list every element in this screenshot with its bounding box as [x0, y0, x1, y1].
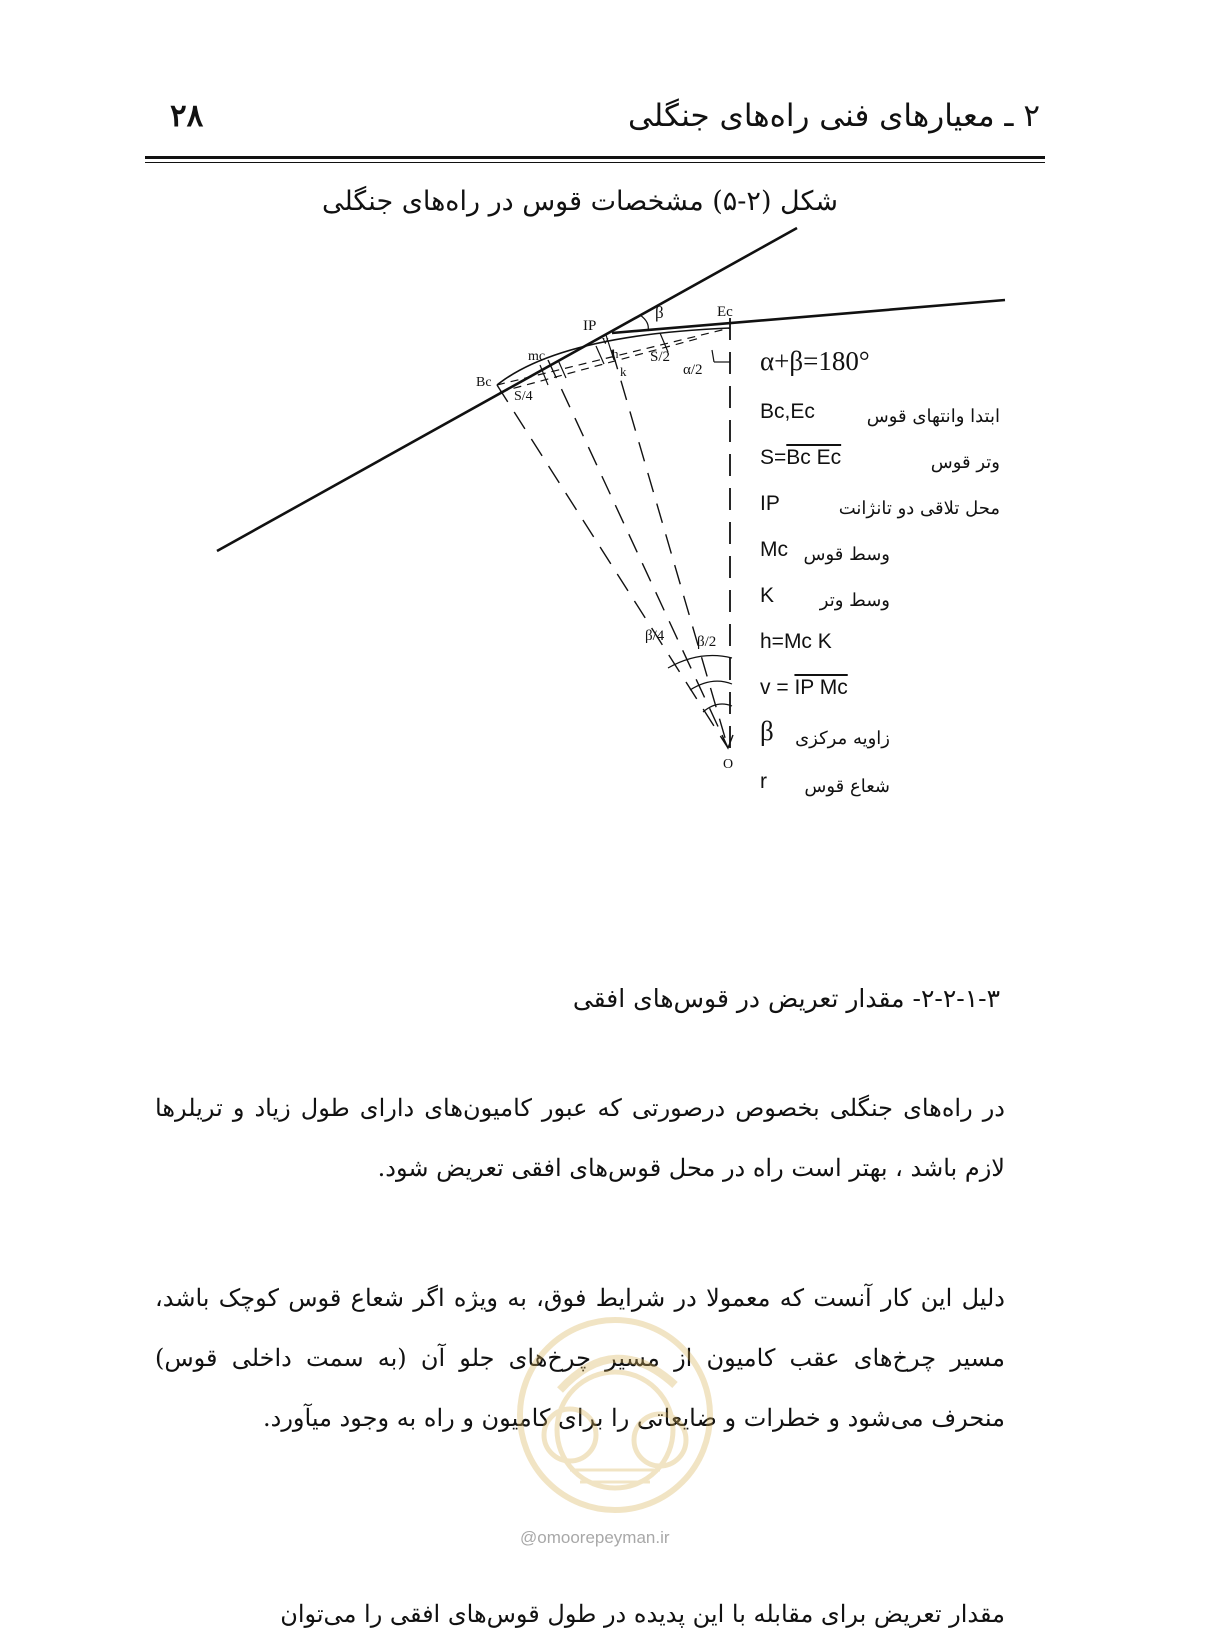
radius-bc [497, 385, 728, 748]
legend-symbol-prefix: S= [760, 446, 787, 469]
legend-item [760, 630, 1000, 670]
label-s4: S/4 [514, 389, 533, 404]
angle-arc-o-3 [668, 656, 732, 668]
radius-mc [548, 360, 728, 748]
label-beta2: β/2 [697, 634, 717, 650]
legend-description: وتر قوس [930, 452, 1000, 473]
legend-symbol-prefix: v = [760, 676, 795, 699]
legend-symbol: Bc,Ec [760, 400, 815, 423]
legend-symbol-overline: IP Mc [794, 676, 848, 699]
legend-item [760, 446, 1000, 486]
page-number: ۲۸ [170, 98, 204, 134]
paragraph: در راه‌های جنگلی بخصوص درصورتی که عبور کامیون‌های دارای طول زیاد و تریلرها لازم باشد ، بهتر است راه در محل قوس‌های افقی تعریض شود. [155, 1094, 1005, 1182]
paragraph: مقدار تعریض برای مقابله با این پدیده در طول قوس‌های افقی را می‌توان [280, 1600, 1005, 1628]
label-mc: mc [528, 349, 546, 364]
legend-symbol [760, 446, 841, 470]
legend-item [760, 538, 1000, 578]
legend-item [760, 716, 1000, 762]
label-h: h [612, 346, 619, 361]
legend-item [760, 400, 1000, 440]
section-heading: ۲-۲-۱-۳- مقدار تعریض در قوس‌های افقی [572, 984, 1000, 1013]
figure-caption: شکل (۲-۵) مشخصات قوس در راه‌های جنگلی [321, 186, 839, 217]
legend-symbol: K [760, 584, 775, 607]
label-ip: IP [583, 318, 597, 334]
label-s2: S/2 [650, 349, 671, 365]
label-beta4: β/4 [645, 628, 665, 644]
legend-symbol: r [760, 770, 767, 793]
right-angle-ec2 [712, 350, 714, 362]
legend-description: ابتدا وانتهای قوس [866, 406, 1000, 427]
legend-symbol-overline: Bc Ec [786, 446, 842, 469]
legend-symbol: h=Mc K [760, 630, 832, 653]
label-o: O [723, 757, 734, 772]
angle-arc-o-2 [703, 704, 732, 712]
equation-row [760, 346, 1000, 392]
legend-description: وسط وتر [819, 590, 890, 611]
forward-tangent-line [612, 300, 1005, 333]
paragraph: دلیل این کار آنست که معمولا در شرایط فوق، به ویژه اگر شعاع قوس کوچک باشد، مسیر چرخ‌های عقب کامیون از مسیر چرخ‌های جلو آن (به سمت داخلی قوس) منحرف می‌شود و خطرات و ضایعاتی را برای کامیون و راه به وجود میآورد. [155, 1284, 1005, 1432]
legend-description: شعاع قوس [804, 776, 890, 797]
legend-item [760, 770, 1000, 810]
label-ec: Ec [717, 304, 733, 320]
chord-tick-2 [558, 360, 566, 378]
label-beta: β [655, 303, 664, 322]
legend-symbol: β [760, 716, 774, 746]
legend-item [760, 492, 1000, 532]
watermark-logo [510, 1310, 720, 1520]
legend-item [760, 584, 1000, 624]
label-bc: Bc [476, 375, 492, 390]
label-k: k [620, 364, 627, 379]
running-header-title: ۲ ـ معیارهای فنی راه‌های جنگلی [627, 98, 1040, 134]
legend-description: زاویه مرکزی [795, 728, 890, 749]
label-alpha2: α/2 [683, 362, 703, 378]
legend-symbol: Mc [760, 538, 788, 561]
legend-description: وسط قوس [803, 544, 890, 565]
legend-description: محل تلاقی دو تانژانت [838, 498, 1000, 519]
legend-symbol: IP [760, 492, 780, 515]
beta-arc-ip [640, 315, 648, 331]
chord-tick-3 [596, 346, 604, 364]
legend-symbol [760, 676, 848, 700]
label-v: v [602, 332, 609, 347]
legend-item [760, 676, 1000, 716]
angle-equation: α+β=180° [760, 346, 870, 376]
radius-k [612, 350, 728, 748]
watermark-text: @omoorepeyman.ir [520, 1528, 670, 1547]
